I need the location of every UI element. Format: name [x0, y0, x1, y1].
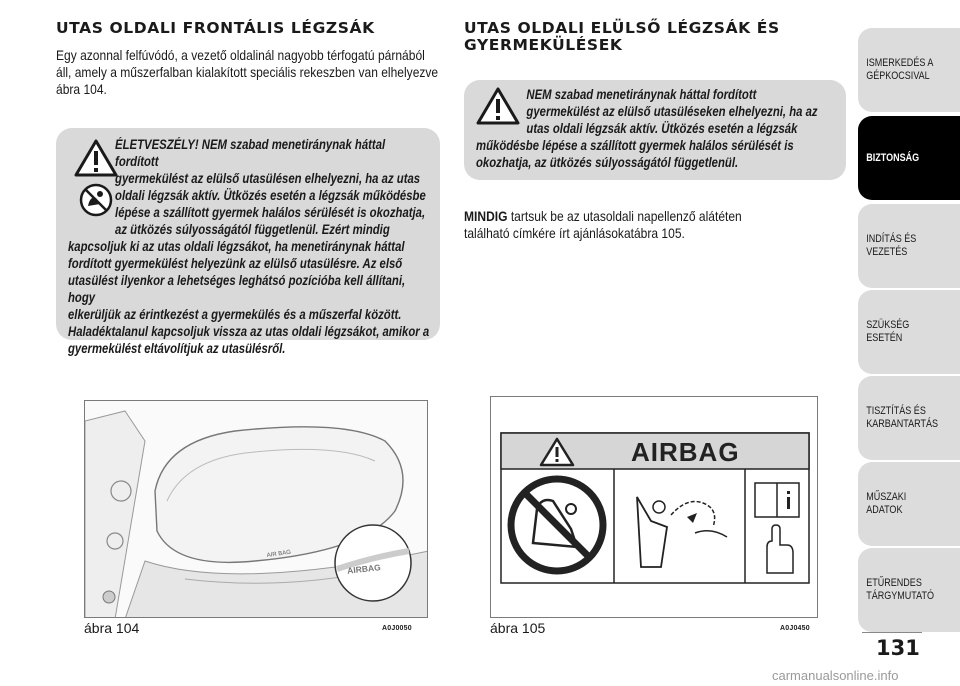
right-column: [464, 20, 854, 54]
tab-label-line: GÉPKOCSIVAL: [866, 70, 930, 82]
page-number: 131: [876, 636, 920, 660]
warning-line: gyermekülést az elülső utasüléseken elhelyezni, ha az: [526, 104, 818, 119]
tab-label: [858, 319, 942, 345]
watermark: carmanualsonline.info: [772, 668, 899, 683]
intro-paragraph: Egy azonnal felfúvódó, a vezető oldalinál nagyobb térfogatú párnából áll, amely a műszerfalban kialakított speciális rekeszben van elhelyezve ábra 104.: [56, 47, 439, 97]
dashboard-illustration: [85, 401, 428, 618]
warning-line: az ütközés súlyosságától függetlenül. Ezért mindig: [115, 222, 390, 237]
warning-line: működésbe lépése a szállított gyermek halálos sérülését is: [476, 138, 794, 153]
child-seat-warning-text: [476, 86, 836, 171]
tab-starting-driving[interactable]: [858, 204, 960, 288]
figure-105-caption: ábra 105: [490, 620, 546, 636]
tab-label-line: TISZTÍTÁS ÉS: [866, 405, 926, 417]
tab-label-line: INDÍTÁS ÉS VEZETÉS: [866, 233, 917, 258]
tab-getting-to-know[interactable]: [858, 28, 960, 112]
always-rest: tartsuk be az utasoldali napellenző alátéten található címkére írt ajánlásokatábra 105.: [464, 208, 742, 241]
figure-105-code: A0J0450: [780, 625, 810, 632]
airbag-sticker-illustration: [491, 397, 818, 618]
figure-105-airbag-label-image: [490, 396, 818, 618]
warning-line: okozhatja, az ütközés súlyosságától függetlenül.: [476, 155, 739, 170]
warning-line: utasülést ilyenkor a lehetséges leghátsó pozícióba kell állítani, hogy: [68, 273, 406, 305]
tab-label: [858, 152, 942, 165]
warning-line: utas oldali légzsák aktív. Ütközés esetén a légzsák: [526, 121, 798, 136]
danger-warning-box: [56, 128, 440, 356]
tab-label-line: MŰSZAKI ADATOK: [866, 491, 907, 516]
air-bag-embossed-label: AIR BAG: [266, 549, 292, 559]
warning-line: oldali légzsák aktív. Ütközés esetén a légzsák működésbe: [115, 188, 426, 203]
tab-label: [858, 405, 942, 431]
warning-line: fordított gyermekülést helyezünk az elülső utasülésre. Az első: [68, 256, 403, 271]
tab-label-line: TÁRGYMUTATÓ: [866, 590, 935, 602]
warning-line: lépése a szállított gyermek halálos sérülését is okozhatja,: [115, 205, 426, 220]
tab-label-line: SZÜKSÉG ESETÉN: [866, 319, 910, 344]
airbag-zoom-label: AIRBAG: [346, 562, 382, 576]
warning-line: elkerüljük az érintkezést a gyermekülés és a műszerfal között.: [68, 307, 402, 322]
section-title-child-seats: [464, 20, 854, 54]
warning-line: NEM szabad menetiránynak háttal fordított: [526, 87, 757, 102]
left-column: [56, 20, 440, 98]
tab-label: [858, 577, 942, 603]
child-seat-warning-box: [464, 80, 846, 180]
tab-label: [858, 233, 942, 259]
tab-label-line: BIZTONSÁG: [866, 151, 920, 164]
title-line: GYERMEKÜLÉSEK: [464, 36, 623, 54]
tab-technical-data[interactable]: [858, 462, 960, 546]
warning-line: gyermekülést az elülső utasülésen elhelyezni, ha az utas: [115, 171, 421, 186]
tab-safety[interactable]: [858, 116, 960, 200]
warning-line: gyermekülést eltávolítjuk az utasülésről.: [68, 341, 286, 356]
always-bold: MINDIG: [464, 208, 508, 224]
tab-label-line: ETŰRENDES: [866, 577, 922, 589]
always-paragraph: [464, 208, 755, 242]
tab-label-line: ISMERKEDÉS A: [866, 57, 934, 69]
tab-maintenance[interactable]: [858, 376, 960, 460]
tab-label-line: KARBANTARTÁS: [866, 418, 939, 430]
danger-warning-text: [68, 136, 430, 357]
tab-label: [858, 491, 942, 517]
warning-line: Haladéktalanul kapcsoljuk vissza az utas oldali légzsákot, amikor a: [68, 324, 430, 339]
tab-index[interactable]: [858, 548, 960, 632]
tab-label: [858, 57, 942, 83]
page-number-rule: [862, 632, 922, 633]
airbag-sticker-heading: AIRBAG: [631, 437, 740, 467]
warning-line: kapcsoljuk ki az utas oldali légzsákot, ha menetiránynak háttal: [68, 239, 405, 254]
section-title-frontal-airbag: UTAS OLDALI FRONTÁLIS LÉGZSÁK: [56, 19, 375, 37]
tab-emergency[interactable]: [858, 290, 960, 374]
title-line: UTAS OLDALI ELÜLSŐ LÉGZSÁK ÉS: [464, 19, 780, 37]
figure-104-code: A0J0050: [382, 625, 412, 632]
warning-line: ÉLETVESZÉLY! NEM szabad menetiránynak háttal fordított: [115, 137, 386, 169]
figure-104-dashboard-image: [84, 400, 428, 618]
figure-104-caption: ábra 104: [84, 620, 140, 636]
